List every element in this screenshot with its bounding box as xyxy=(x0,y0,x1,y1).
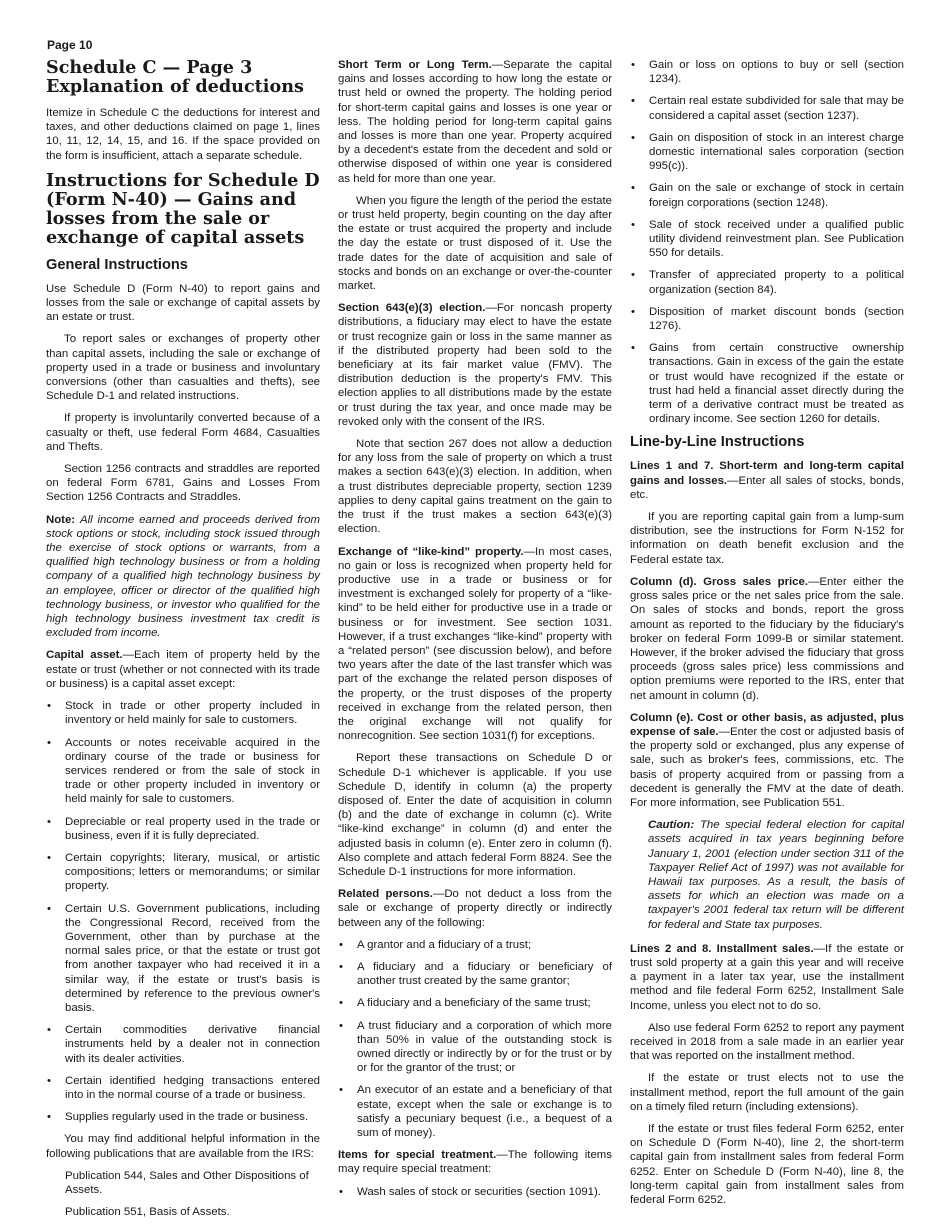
run-in-heading: Items for special treatment. xyxy=(338,1149,497,1162)
paragraph: Report these transactions on Schedule D or Schedule D-1 whichever is applicable. If you use Schedule D, identify in column (a) the property disposed of. Enter the date of acquisition in column (b) and the date of exchange in column (c). Write “like-kind exchange” in column (d) and enter the adjusted basis in column (e). Enter zero in column (f). Also complete and attach federal Form 8824. See the Schedule D-1 instructions for more information. xyxy=(338,752,612,878)
list-item: • A trust fiduciary and a corporation of which more than 50% in value of the outstanding stock is owned directly or indirectly by or for the trust or by or for the grantor of the trust; or xyxy=(339,1019,612,1075)
section-643-paragraph xyxy=(338,301,612,429)
run-in-text: —Enter the cost or adjusted basis of the property sold or exchanged, plus any expense of sale, such as broker's fees, commissions, etc. The basis of property acquired from or passing from a decedent is generally the FMV at the date of death. For more information, see Publication 551. xyxy=(630,725,904,809)
run-in-text: —If the estate or trust sold property at a gain this year and will receive a payment in a later tax year, use the installment method and file federal Form 6252, Installment Sale Income, unless you elect not to do so. xyxy=(630,942,904,1012)
list-item: • Disposition of market discount bonds (section 1276). xyxy=(631,305,904,333)
paragraph: Use Schedule D (Form N-40) to report gains and losses from the sale or exchange of capital assets by an estate or trust. xyxy=(46,282,320,324)
paragraph: You may find additional helpful information in the following publications that are available from the IRS: xyxy=(46,1133,320,1160)
run-in-text: —Separate the capital gains and losses according to how long the estate or trust held or owned the property. The holding period for short-term capital gains and losses is one year or less. The holding period for long-term capital gains and losses is more than one year. Property acquired by a decedent's estate from the decedent and sold or otherwise disposed of within one year is considered as held for more than one year. xyxy=(338,59,612,185)
run-in-heading: Lines 1 and 7. Short-term and long-term capital gains and losses. xyxy=(630,460,904,487)
heading-schedule-d: Instructions for Schedule D (Form N-40) — Gains and losses from the sale or exchange of capital assets xyxy=(46,169,320,248)
run-in-heading: Column (d). Gross sales price. xyxy=(630,575,809,588)
list-item: • Gain on the sale or exchange of stock in certain foreign corporations (section 1248). xyxy=(631,182,904,209)
list-item: • An executor of an estate and a beneficiary of that estate, except when the sale or exchange is to satisfy a pecuniary bequest (i.e., a bequest of a sum of money). xyxy=(339,1084,612,1140)
list-item: • Gains from certain constructive ownership transactions. Gain in excess of the gain the estate or trust would have recognized if the estate or trust had held a financial asset directly during the term of a derivative contract must be treated as ordinary income. See section 1260 for details. xyxy=(631,342,904,426)
lines-2-8-paragraph xyxy=(630,942,904,1013)
lines-1-7-paragraph xyxy=(630,459,904,502)
run-in-text: —For noncash property distributions, a fiduciary may elect to have the estate or trust recognize gain or loss in the same manner as if the distributed property had been sold to the beneficiary at its fair market value (FMV). The distribution deduction is the property's FMV. This election applies to all distributions made by the estate or trust during the tax year, and once made may be revoked only with the consent of the IRS. xyxy=(338,302,612,428)
list-item: • Gain or loss on options to buy or sell (section 1234). xyxy=(631,59,904,86)
paragraph: If the estate or trust elects not to use the installment method, report the full amount of the gain on a timely filed return (including extensions). xyxy=(630,1072,904,1113)
list-item: • Sale of stock received under a qualified public utility dividend reinvestment plan. See Publication 550 for details. xyxy=(631,218,904,260)
list-item: • Certain identified hedging transactions entered into in the normal course of a trade or business. xyxy=(47,1074,320,1101)
paragraph: If property is involuntarily converted because of a casualty or theft, use federal Form 4684, Casualties and Thefts. xyxy=(46,412,320,453)
heading-schedule-c: Schedule C — Page 3 Explanation of deductions xyxy=(46,57,304,97)
caution-text: The special federal election for capital assets acquired in tax years beginning before January 1, 2001 (election under section 311 of the Taxpayer Relief Act of 1997) was not available for Hawaii tax purposes. As a result, the basis of assets for which an election was made on a taxpayer's 2001 federal tax return will be different for federal and State tax purposes. xyxy=(648,819,905,931)
publication-item: Publication 551, Basis of Assets. xyxy=(65,1206,230,1219)
column-2 xyxy=(338,58,612,1207)
special-treatment-paragraph xyxy=(338,1148,612,1176)
list-item: • Wash sales of stock or securities (section 1091). xyxy=(339,1185,601,1198)
note-paragraph xyxy=(46,513,320,641)
paragraph: When you figure the length of the period the estate or trust held property, begin counting on the day after the estate or trust acquired the property and include the day the estate or trust disposed of it. Use the trade dates for the date of acquisition and sale of stocks and bonds on an exchange or over-the-counter market. xyxy=(338,194,612,293)
run-in-heading: Short Term or Long Term. xyxy=(338,59,492,71)
list-item: • Certain U.S. Government publications, including the Congressional Record, received from the Government, other than by purchase at the normal sales price, or that the estate or trust got from another taxpayer who had received it in a similar way, if the estate or trust's basis is determined by reference to the previous owner's basis. xyxy=(47,902,320,1014)
paragraph: Note that section 267 does not allow a deduction for any loss from the sale of property on which a trust makes a section 643(e)(3) election. In addition, when a trust distributes depreciable property, section 1239 applies to deny capital gains treatment on the gain to the trust if the trust makes a section 643(e)(3) election. xyxy=(338,438,612,536)
column-e-paragraph xyxy=(630,711,904,810)
run-in-text: —Do not deduct a loss from the sale or exchange of property directly or indirectly between any of the following: xyxy=(338,888,612,929)
column-3 xyxy=(630,58,904,1215)
run-in-heading: Section 643(e)(3) election. xyxy=(338,302,486,315)
list-item: • A fiduciary and a fiduciary or beneficiary of another trust created by the same grantor; xyxy=(339,960,612,988)
related-persons-list xyxy=(338,938,612,1140)
capital-asset-list xyxy=(46,699,320,1124)
list-item: • Certain copyrights; literary, musical, or artistic compositions; letters or memorandums; or similar property. xyxy=(47,851,320,893)
paragraph: Section 1256 contracts and straddles are reported on federal Form 6781, Gains and Losses From Section 1256 Contracts and Straddles. xyxy=(46,463,320,504)
list-item: • Transfer of appreciated property to a political organization (section 84). xyxy=(631,269,904,296)
list-item: • A fiduciary and a beneficiary of the same trust; xyxy=(339,997,591,1010)
run-in-text: —The following items may require special treatment: xyxy=(338,1149,612,1176)
capital-asset-paragraph xyxy=(46,648,320,691)
note-label: Note: xyxy=(46,513,76,526)
like-kind-paragraph xyxy=(338,545,612,744)
related-persons-paragraph xyxy=(338,887,612,930)
caution-label: Caution: xyxy=(648,819,695,832)
special-treatment-list-continued xyxy=(630,58,904,426)
list-item: • Accounts or notes receivable acquired in the ordinary course of the trade or business for services rendered or from the sale of stock in trade or other property included in inventory or held mainly for sale to customers. xyxy=(47,736,320,806)
publication-item: Publication 544, Sales and Other Dispositions of Assets. xyxy=(65,1169,309,1196)
special-treatment-list xyxy=(338,1185,612,1199)
run-in-heading: Related persons. xyxy=(338,888,433,901)
run-in-heading: Capital asset. xyxy=(46,649,123,662)
paragraph: Also use federal Form 6252 to report any payment received in 2018 from a sale made in an earlier year that was reported on the installment method. xyxy=(630,1021,904,1063)
run-in-heading: Column (e). Cost or other basis, as adjusted, plus expense of sale. xyxy=(630,711,904,738)
caution-paragraph xyxy=(648,818,904,932)
run-in-text: —Enter either the gross sales price or the net sales price from the sale. On sales of stocks and bonds, report the gross amount as reported to the fiduciary by the fiduciary's broker on federal Form 1099-B or similar statement. However, if the broker advised the fiduciary that gross proceeds (gross sales price) less commissions and option premiums were reported to the IRS, enter that net amount in column (d). xyxy=(630,575,905,702)
heading-general-instructions: General Instructions xyxy=(46,256,188,273)
list-item: • Depreciable or real property used in the trade or business, even if it is fully depreciated. xyxy=(47,815,320,842)
short-long-term-paragraph xyxy=(338,58,612,186)
paragraph: If you are reporting capital gain from a lump-sum distribution, see the instructions for Form N-152 for information on death benefit exclusion and the Federal estate tax. xyxy=(630,511,904,566)
list-item: • Stock in trade or other property included in inventory or held mainly for sale to customers. xyxy=(47,700,320,727)
note-text: All income earned and proceeds derived from stock options or stock, including stock issued through the exercise of stock options or warrants, from a qualified high technology business or from a holding company of a qualified high technology business by an employee, officer or director of the qualified high technology business, or investor who qualified for the high technology business investment tax credit is excluded from income. xyxy=(46,513,321,640)
list-item: • Gain on disposition of stock in an interest charge domestic international sales corporation (section 995(c)). xyxy=(631,131,904,173)
list-item: • Certain commodities derivative financial instruments held by a dealer not in connection with its dealer activities. xyxy=(47,1024,320,1065)
paragraph: Itemize in Schedule C the deductions for interest and taxes, and other deductions claimed on page 1, lines 10, 11, 12, 14, 15, and 16. If the space provided on the form is insufficient, attach a separate schedule. xyxy=(46,107,320,162)
paragraph: To report sales or exchanges of property other than capital assets, including the sale or exchange of property used in a trade or business and involuntary conversions (other than casualties and thefts), see Schedule D-1 and related instructions. xyxy=(46,333,320,403)
run-in-heading: Lines 2 and 8. Installment sales. xyxy=(630,942,814,955)
list-item: • A grantor and a fiduciary of a trust; xyxy=(339,938,532,951)
run-in-text: —In most cases, no gain or loss is recognized when property held for productive use in a trade or business or for investment is exchanged solely for property of a “like-kind” to be held either for productive use in a trade or business or for investment. See section 1031. However, if a trust exchanges “like-kind” property with a “related person” (see discussion below), and before two years after the date of the last transfer which was part of the exchange the related person disposes of the property, or the trust disposes of the property received in exchange from the related person, then the original exchange will not qualify for nonrecognition. See section 1031(f) for exceptions. xyxy=(338,545,612,743)
run-in-heading: Exchange of “like-kind” property. xyxy=(338,545,524,558)
paragraph: If the estate or trust files federal Form 6252, enter on Schedule D (Form N-40), line 2, the short-term capital gain from installment sales from federal Form 6252. Enter on Schedule D (Form N-40), line 8, the long-term capital gain from installment sales from federal Form 6252. xyxy=(630,1123,904,1207)
column-1 xyxy=(46,58,320,1227)
run-in-text: —Each item of property held by the estate or trust (whether or not connected with its trade or business) is a capital asset except: xyxy=(46,649,320,690)
heading-line-by-line: Line-by-Line Instructions xyxy=(630,434,805,451)
page-number: Page 10 xyxy=(47,38,93,52)
run-in-text: —Enter all sales of stocks, bonds, etc. xyxy=(630,474,904,501)
list-item: • Supplies regularly used in the trade or business. xyxy=(47,1111,309,1124)
list-item: • Certain real estate subdivided for sale that may be considered a capital asset (section 1237). xyxy=(631,95,904,122)
column-d-paragraph xyxy=(630,575,904,703)
